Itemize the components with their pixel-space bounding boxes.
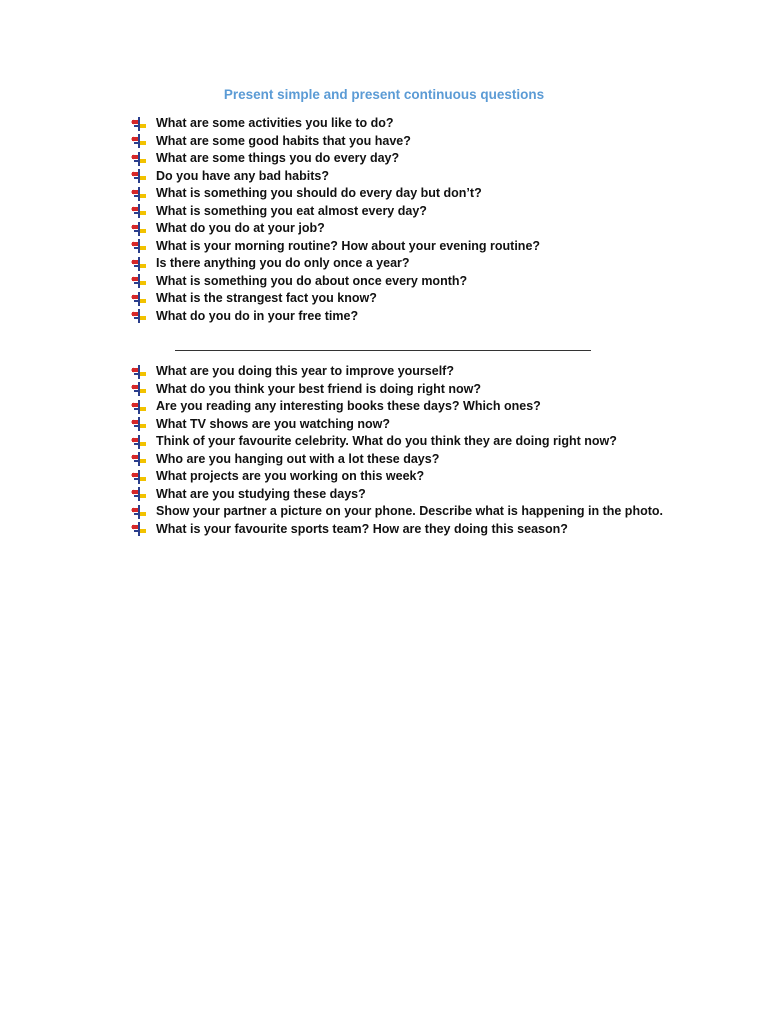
question-item (131, 273, 540, 291)
push-pin-bullet-icon (131, 521, 147, 537)
question-text: What do you think your best friend is doing right now? (156, 381, 481, 396)
push-pin-bullet-icon (131, 486, 147, 502)
push-pin-bullet-icon (131, 273, 147, 289)
push-pin-bullet-icon (131, 434, 147, 450)
question-text: Is there anything you do only once a year? (156, 256, 410, 271)
push-pin-bullet-icon (131, 203, 147, 219)
question-item (131, 308, 540, 326)
push-pin-bullet-icon (131, 308, 147, 324)
push-pin-bullet-icon (131, 504, 147, 520)
question-item (131, 168, 540, 186)
push-pin-bullet-icon (131, 116, 147, 132)
question-text: What is something you should do every day but don’t? (156, 186, 482, 201)
question-item (131, 398, 663, 416)
section-divider-line (175, 338, 591, 351)
question-text: Show your partner a picture on your phone. Describe what is happening in the photo. (156, 504, 663, 519)
question-text: What TV shows are you watching now? (156, 416, 391, 431)
question-item (131, 185, 540, 203)
question-text: What do you do at your job? (156, 221, 325, 236)
push-pin-bullet-icon (131, 381, 147, 397)
question-item (131, 503, 663, 521)
question-text: What is the strangest fact you know? (156, 291, 377, 306)
push-pin-bullet-icon (131, 364, 147, 380)
question-item (131, 238, 540, 256)
question-text: What are some activities you like to do? (156, 116, 394, 131)
question-item (131, 521, 663, 539)
question-text: Do you have any bad habits? (156, 168, 329, 183)
question-text: What is something you eat almost every day? (156, 203, 427, 218)
present-continuous-question-list (131, 363, 663, 538)
present-simple-question-list (131, 115, 540, 325)
push-pin-bullet-icon (131, 399, 147, 415)
question-item (131, 451, 663, 469)
question-item (131, 133, 540, 151)
question-text: Are you reading any interesting books these days? Which ones? (156, 399, 541, 414)
question-text: What are you doing this year to improve yourself? (156, 364, 454, 379)
question-item (131, 290, 540, 308)
question-item (131, 468, 663, 486)
push-pin-bullet-icon (131, 221, 147, 237)
question-item (131, 381, 663, 399)
push-pin-bullet-icon (131, 133, 147, 149)
question-item (131, 255, 540, 273)
question-text: What is your morning routine? How about your evening routine? (156, 238, 541, 253)
question-text: What do you do in your free time? (156, 308, 359, 323)
question-text: What are you studying these days? (156, 486, 366, 501)
document-title: Present simple and present continuous questions (223, 87, 545, 102)
question-item (131, 433, 663, 451)
question-item (131, 486, 663, 504)
question-text: Who are you hanging out with a lot these days? (156, 451, 440, 466)
question-item (131, 203, 540, 221)
push-pin-bullet-icon (131, 151, 147, 167)
push-pin-bullet-icon (131, 256, 147, 272)
push-pin-bullet-icon (131, 416, 147, 432)
question-item (131, 150, 540, 168)
push-pin-bullet-icon (131, 469, 147, 485)
push-pin-bullet-icon (131, 451, 147, 467)
push-pin-bullet-icon (131, 168, 147, 184)
push-pin-bullet-icon (131, 291, 147, 307)
question-item (131, 115, 540, 133)
question-item (131, 363, 663, 381)
question-text: What are some things you do every day? (156, 151, 400, 166)
question-text: What are some good habits that you have? (156, 133, 411, 148)
question-item (131, 220, 540, 238)
push-pin-bullet-icon (131, 186, 147, 202)
question-text: What projects are you working on this week? (156, 469, 425, 484)
push-pin-bullet-icon (131, 238, 147, 254)
question-text: What is something you do about once every month? (156, 273, 468, 288)
question-item (131, 416, 663, 434)
question-text: Think of your favourite celebrity. What do you think they are doing right now? (156, 434, 617, 449)
question-text: What is your favourite sports team? How are they doing this season? (156, 521, 568, 536)
